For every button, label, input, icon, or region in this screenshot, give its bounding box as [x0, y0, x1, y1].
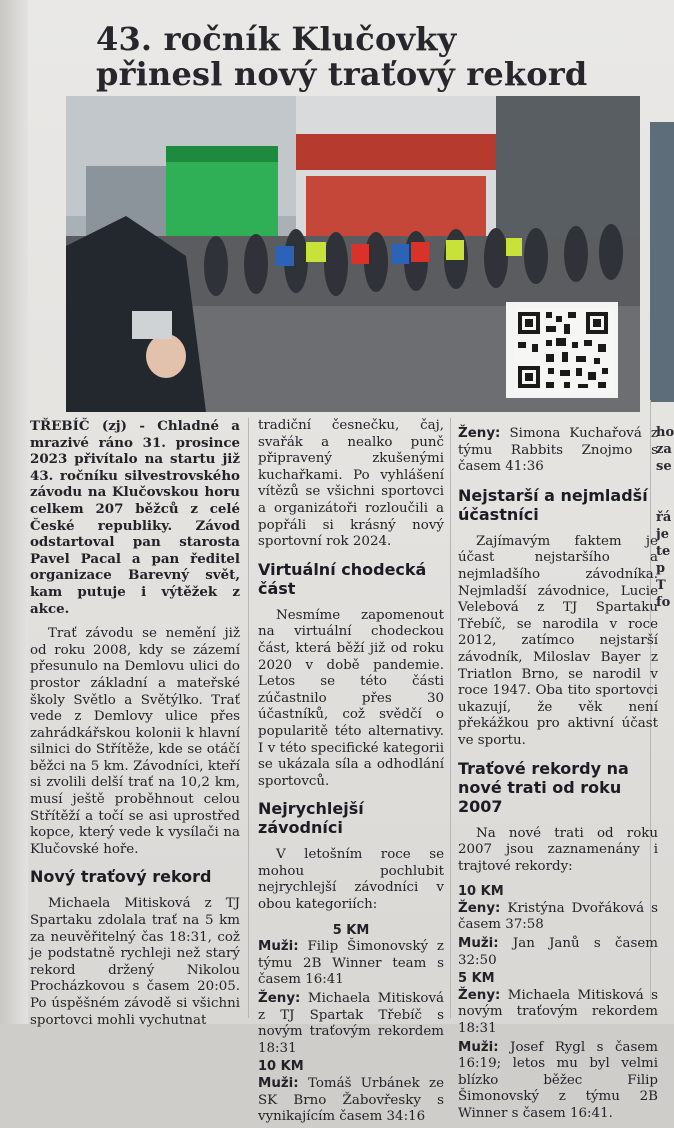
category-5km: 5 KM [332, 922, 370, 938]
result-text: Simona Kuchařová z týmu Rabbits Znojmo s časem 41:36 [458, 426, 658, 475]
adjacent-article-photo [650, 122, 674, 402]
category-10km: 10 KM [458, 884, 504, 900]
result-label: Ženy: [458, 900, 501, 916]
paragraph: tradiční česnečku, čaj, svařák a nealko punč připravený zkušenými kuchařkami. Po vyhlášení vítězů se všichni sportovci a organizátoři rozloučili a popřáli si krásný nový sportovní rok 2024. [258, 418, 444, 550]
result-text: Tomáš Urbánek ze SK Brno Žabovřesky s vynikajícím časem 34:16 [258, 1076, 444, 1125]
result-text: Michaela Mitisková s novým traťovým rekordem 18:31 [458, 987, 658, 1037]
result-text: Filip Šimonovský z týmu 2B Winner team s časem 16:41 [258, 939, 444, 988]
article-column-1 [30, 418, 240, 1038]
edge-fragment: je [656, 527, 669, 542]
section-heading-fastest: Nejrychlejší závodníci [258, 799, 364, 838]
qr-code-icon[interactable] [506, 302, 618, 398]
adjacent-article-text [656, 424, 674, 611]
edge-fragment: te [656, 544, 671, 559]
result-text: Jan Janů s časem 32:50 [458, 936, 658, 968]
edge-fragment: za [656, 442, 672, 457]
section-heading-track-records: Traťové rekordy na nové trati od roku 2007 [458, 758, 629, 816]
result-label: Ženy: [458, 987, 501, 1003]
category-5km: 5 KM [458, 971, 495, 987]
edge-fragment: se [656, 459, 672, 474]
edge-fragment: p [656, 561, 666, 576]
section-heading-virtual: Virtuální chodecká část [258, 559, 427, 598]
edge-fragment: řá [656, 510, 672, 525]
paragraph: Na nové trati od roku 2007 jsou zaznamenány i trajtové rekordy: [458, 825, 658, 874]
result-label: Ženy: [258, 991, 301, 1007]
edge-fragment: T [656, 578, 666, 593]
result-label: Ženy: [458, 426, 501, 441]
edge-fragment: fo [656, 595, 671, 610]
result-label: Muži: [458, 1039, 499, 1055]
section-heading-oldest: Nejstarší a nejmladší účastníci [458, 485, 648, 524]
article-lead: TŘEBÍČ (zj) - Chladné a mrazivé ráno 31. prosince 2023 přivítalo na startu již 43. ročníku silvestrovského závodu na Klučovskou horu celkem 207 běžců z celé České republiky. Závod odstartoval pan starosta Pavel Pacal a pan ředitel organizace Barevný svět, kam putuje i výtěžek z akce. [30, 418, 240, 617]
result-text: Josef Rygl s časem 16:19; letos mu byl velmi blízko běžec Filip Šimonovský z týmu 2B Winner s časem 16:41. [458, 1039, 658, 1121]
paragraph: Zajímavým faktem je účast nejstaršího a nejmladšího závodníka. Nejmladší závodnice, Lucie Velebová z TJ Spartaku Třebíč, se narodila v roce 2012, zatímco nejstarší závodník, Miloslav Bayer z Triatlon Brno, se narodil v roce 1947. Oba tito sportovci ukazují, že věk není překážkou pro aktivní účast ve sportu. [458, 533, 658, 748]
result-label: Muži: [258, 1076, 299, 1091]
result-women-10km [458, 426, 658, 476]
edge-fragment: ho [656, 425, 674, 440]
article-column-2 [258, 418, 444, 1128]
column-divider [248, 418, 249, 1018]
result-men-10km [258, 1076, 444, 1126]
result-text: Michaela Mitisková z TJ Spartak Třebíč s novým traťovým rekordem 18:31 [258, 991, 444, 1056]
article-headline [96, 22, 636, 92]
result-text: Kristýna Dvořáková s časem 37:58 [458, 900, 658, 933]
headline-line-1: 43. ročník Klučovky [96, 20, 457, 58]
paragraph: Trať závodu se nemění již od roku 2008, kdy se zázemí přesunulo na Demlovu ulici do prostor základní a mateřské školy Světlo a Světýlko. Trať vede z Demlovy ulice přes zahrádkářskou kolonii k hlavní silnici do Střítěže, kde se otáčí běžci na 5 km. Závodníci, kteří si zvolili delší trať na 10,2 km, musí ještě proběhnout celou Střítěží a točí se asi uprostřed kopce, který vede k vysílači na Klučovské hoře. [30, 626, 240, 857]
page-shadow [0, 0, 28, 1024]
section-heading-record: Nový traťový rekord [30, 867, 212, 887]
result-label: Muži: [458, 936, 499, 952]
record-men-5km [458, 1040, 658, 1123]
edge-fragment [656, 475, 674, 492]
category-10km: 10 KM [258, 1059, 304, 1075]
paragraph: Nesmíme zapomenout na virtuální chodeckou část, která běží již od roku 2020 v době pandemie. Letos se této části zúčastnilo přes 30 účastníků, což svědčí o popularitě této alternativy. I v této specifické kategorii se ukázala síla a odhodlání sportovců. [258, 607, 444, 789]
qr-code-graphic [506, 302, 618, 398]
headline-line-2: přinesl nový traťový rekord [96, 55, 588, 93]
record-women-10km [458, 901, 658, 934]
article-column-3 [458, 426, 658, 1125]
paragraph: V letošním roce se mohou pochlubit nejrychlejší závodníci v obou kategoriích: [258, 847, 444, 913]
result-label: Muži: [258, 939, 299, 955]
column-divider [450, 418, 451, 1018]
record-men-10km [458, 936, 658, 969]
result-women-5km [258, 991, 444, 1057]
record-women-5km [458, 988, 658, 1038]
result-men-5km [258, 939, 444, 989]
edge-fragment [656, 492, 674, 509]
paragraph: Michaela Mitisková z TJ Spartaku zdolala trať na 5 km za neuvěřitelný čas 18:31, což je podstatně rychleji než starý rekord držený Nikolou Procházkovou s časem 20:05. Po úspěšném závodě si všichni sportovci mohli vychutnat [30, 896, 240, 1028]
